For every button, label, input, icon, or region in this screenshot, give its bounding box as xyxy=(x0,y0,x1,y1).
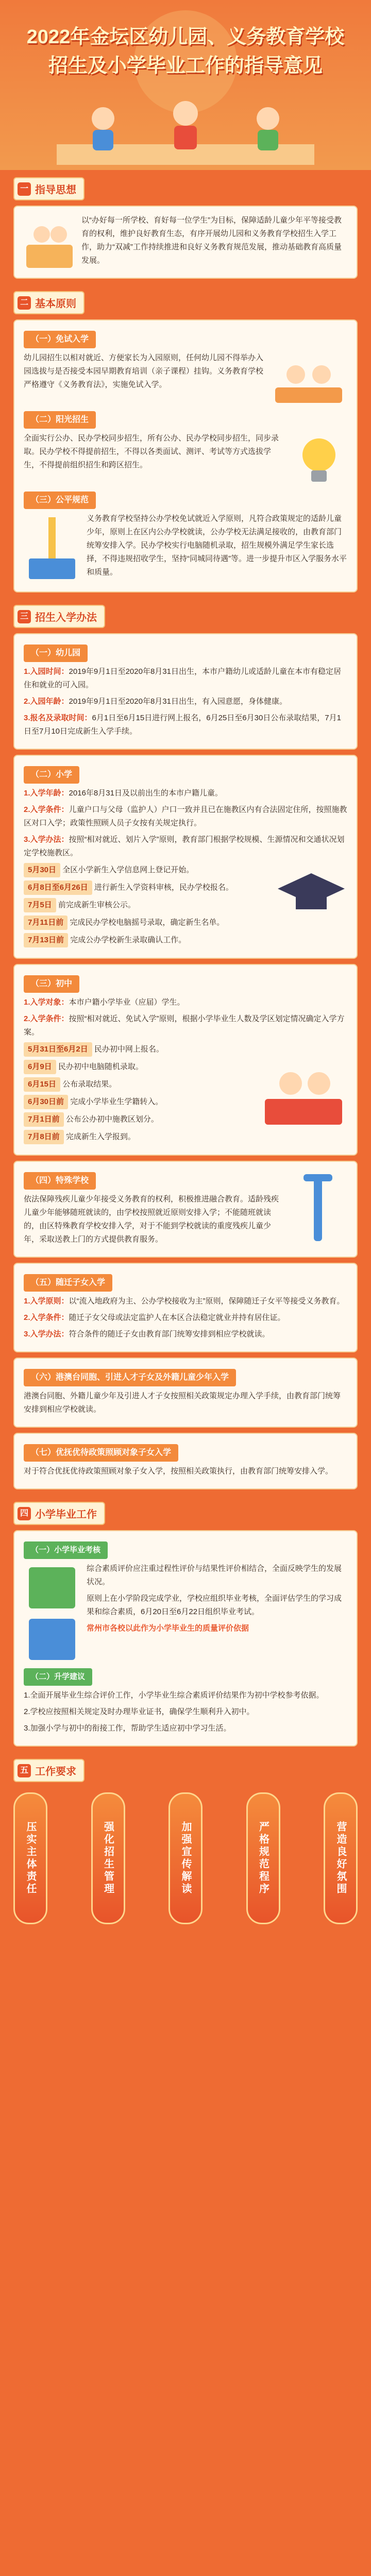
kids-studying-icon xyxy=(260,1042,347,1130)
ps-date-1: 5月30日 全区小学新生入学信息网上登记开始。 xyxy=(24,863,269,877)
migrant-children-card xyxy=(13,1263,358,1352)
graduation-card xyxy=(13,1530,358,1747)
subheading-kindergarten: （一）幼儿园 xyxy=(24,645,88,662)
page-title-line1: 2022年金坛区幼儿园、义务教育学校 xyxy=(26,26,345,48)
requirement-item: 营造良好氛围 xyxy=(324,1792,358,1924)
ms-line-1: 1.入学对象：本市户籍小学毕业（应届）学生。 xyxy=(24,998,185,1007)
guiding-card xyxy=(13,206,358,279)
subheading-fair: （三）公平规范 xyxy=(24,492,96,509)
section-header xyxy=(13,1502,105,1525)
section-guiding-ideology xyxy=(13,170,358,279)
subheading-middle: （三）初中 xyxy=(24,975,79,993)
ms-date-3: 6月15日 公布录取结果。 xyxy=(24,1077,254,1092)
section-basic-principles xyxy=(13,284,358,592)
section-number: 五 xyxy=(18,1764,31,1777)
primary-school-card xyxy=(13,755,358,959)
section-graduation xyxy=(13,1495,358,1747)
section-header xyxy=(13,291,85,314)
talent-text: 港澳台同胞、外籍儿童少年及引进人才子女按照相关政策规定办理入学手续，由教育部门统筹安排到相应学校就读。 xyxy=(24,1392,341,1414)
ps-date-3: 7月5日 前完成新生审核公示。 xyxy=(24,898,269,912)
principle-text-1: 幼儿园招生以相对就近、方便家长为入园原则，任何幼儿园不得举办入园选拔与是否接受本园早期教育培训（亲子课程）挂钩。义务教育学校严格遵守《义务教育法》，实施免试入学。 xyxy=(24,353,264,389)
kg-line-2: 2.入园年龄：2019年9月1日至2020年8月31日出生，有入园意愿，身体健康。 xyxy=(24,697,287,706)
section-title: 招生入学办法 xyxy=(35,612,97,623)
ms-date-6: 7月8日前 完成新生入学报到。 xyxy=(24,1130,254,1144)
principle-text-3: 义务教育学校坚持公办学校免试就近入学原则，凡符合政策规定的适龄儿童少年，原则上在区内公办学校就读，公办学校无法满足接收的，由教育部门统筹安排入学。民办学校实行电脑随机录取，招生规模外满足学生家长选择，不得违规招收学生，坚持“同城同待遇”等。进一步提升市区入学服务水平和质量。 xyxy=(87,514,347,577)
requirement-item: 严格规范程序 xyxy=(246,1792,280,1924)
requirement-item: 加强宣传解读 xyxy=(168,1792,203,1924)
requirements-list xyxy=(13,1792,358,1924)
section-number: 三 xyxy=(18,610,31,623)
section-header xyxy=(13,605,105,628)
section-title: 基本原则 xyxy=(35,298,76,310)
ps-date-4: 7月11日前 完成民办学校电脑摇号录取，确定新生名单。 xyxy=(24,916,269,930)
talent-children-card xyxy=(13,1358,358,1428)
guiding-text: 以“办好每一所学校、育好每一位学生”为目标，保障适龄儿童少年平等接受教育的权利，维护良好教育生态，有序开展幼儿园和义务教育学校招生入学工作，助力“双减”工作持续推进和良好义务教育规范发展，推动基础教育高质量发展。 xyxy=(81,216,342,265)
subheading-sunshine: （二）阳光招生 xyxy=(24,411,96,429)
principles-card xyxy=(13,319,358,592)
ms-date-5: 7月1日前 公布公办初中施教区划分。 xyxy=(24,1112,254,1127)
mg-line-3: 3.入学办法：符合条件的随迁子女由教育部门统筹安排到相应学校就读。 xyxy=(24,1330,270,1338)
subheading-assessment: （一）小学毕业考核 xyxy=(24,1541,108,1559)
exam-paper-icon xyxy=(24,1562,80,1665)
preferential-card xyxy=(13,1433,358,1489)
assessment-note: 常州市各校以此作为小学毕业生的质量评价依据 xyxy=(87,1624,249,1633)
ps-line-1: 1.入学年龄：2016年8月31日及以前出生的本市户籍儿童。 xyxy=(24,789,223,798)
ms-line-2: 2.入学条件：按照“相对就近、免试入学”原则，根据小学毕业生人数及学区划定情况确定入学方案。 xyxy=(24,1014,345,1037)
kids-reading-icon xyxy=(270,351,347,408)
subheading-special: （四）特殊学校 xyxy=(24,1172,96,1190)
subheading-primary: （二）小学 xyxy=(24,766,79,784)
lightbulb-icon xyxy=(291,432,347,488)
assessment-text-1: 综合素质评价应注重过程性评价与结果性评价相结合，全面反映学生的发展状况。 xyxy=(87,1564,342,1586)
ps-line-3: 3.入学办法：按照“相对就近、划片入学”原则，教育部门根据学校规模、生源情况和交通状况划定学校施教区。 xyxy=(24,835,345,857)
mg-line-2: 2.入学条件：随迁子女父母或法定监护人在本区合法稳定就业并持有居住证。 xyxy=(24,1313,285,1322)
subheading-migrant: （五）随迁子女入学 xyxy=(24,1274,112,1292)
section-work-requirements xyxy=(13,1752,358,1924)
ms-date-4: 6月30日前 完成小学毕业生学籍转入。 xyxy=(24,1095,254,1109)
ps-line-2: 2.入学条件：儿童户口与父母（监护人）户口一致并且已在施教区内有合法固定住所，按照施教区对口入学；政策性照顾人员子女按有关规定执行。 xyxy=(24,805,347,827)
section-header xyxy=(13,177,85,200)
kindergarten-card xyxy=(13,633,358,750)
mg-line-1: 1.入学原则：以“流入地政府为主、公办学校接收为主”原则，保障随迁子女平等接受义务教育。 xyxy=(24,1297,345,1306)
ps-date-5: 7月13日前 完成公办学校新生录取确认工作。 xyxy=(24,933,269,947)
kg-line-3: 3.报名及录取时间：6月1日至6月15日进行网上报名，6月25日至6月30日公布录取结果，7月1日至7月10日完成新生入学手续。 xyxy=(24,714,341,736)
graduation-cap-icon xyxy=(275,863,347,940)
advice-text-1: 1.全面开展毕业生综合评价工作，小学毕业生综合素质评价结果作为初中学校参考依据。 xyxy=(24,1691,324,1700)
preferential-text: 对于符合优抚优待政策照顾对象子女入学，按照相关政策执行，由教育部门统筹安排入学。 xyxy=(24,1467,333,1476)
subheading-exam-free: （一）免试入学 xyxy=(24,331,96,348)
section-number: 一 xyxy=(18,182,31,196)
principle-text-2: 全面实行公办、民办学校同步招生，所有公办、民办学校同步招生，同步录取。民办学校不得提前招生，不得以各类面试、测评、考试等方式选拔学生，不得提前组织招生和跨区招生。 xyxy=(24,434,279,469)
hero-banner xyxy=(0,0,371,170)
requirement-item: 强化招生管理 xyxy=(91,1792,125,1924)
advice-text-2: 2.学校应按照相关规定及时办理毕业证书，确保学生顺利升入初中。 xyxy=(24,1707,255,1716)
ms-date-1: 5月31日至6月2日 民办初中网上报名。 xyxy=(24,1042,254,1057)
section-number: 四 xyxy=(18,1507,31,1520)
section-title: 小学毕业工作 xyxy=(35,1509,97,1520)
ms-date-2: 6月9日 民办初中电脑随机录取。 xyxy=(24,1060,254,1074)
subheading-advice: （二）升学建议 xyxy=(24,1668,92,1686)
section-title: 工作要求 xyxy=(35,1766,76,1777)
classroom-kids-icon xyxy=(24,214,75,270)
special-school-card xyxy=(13,1161,358,1258)
ps-date-2: 6月8日至6月26日 进行新生入学资料审核，民办学校报名。 xyxy=(24,880,269,895)
middle-school-card xyxy=(13,964,358,1156)
section-header xyxy=(13,1759,85,1782)
requirement-item: 压实主体责任 xyxy=(13,1792,47,1924)
special-text: 依法保障残疾儿童少年接受义务教育的权利，积极推进融合教育。适龄残疾儿童少年能够随班就读的，由学校按照就近原则安排入学；不能随班就读的，由区特殊教育学校安排入学，对于不能到学校就读的重度残疾儿童少年，采取送教上门的方式提供教育服务。 xyxy=(24,1195,279,1244)
assessment-text-2: 原则上在小学阶段完成学业，学校应组织毕业考核，全面评估学生的学习成果和综合素质，6月20日至6月22日组织毕业考试。 xyxy=(87,1594,342,1616)
section-admission-methods xyxy=(13,598,358,1489)
pencil-books-icon xyxy=(24,512,80,584)
advice-text-3: 3.加强小学与初中的衔接工作，帮助学生适应初中学习生活。 xyxy=(24,1724,231,1733)
section-number: 二 xyxy=(18,296,31,310)
children-illustration xyxy=(57,88,314,165)
page-title-line2: 招生及小学毕业工作的指导意见 xyxy=(48,55,323,77)
crutch-icon xyxy=(291,1169,347,1246)
section-title: 指导思想 xyxy=(35,184,76,196)
subheading-preferential: （七）优抚优待政策照顾对象子女入学 xyxy=(24,1444,178,1462)
subheading-talent: （六）港澳台同胞、引进人才子女及外籍儿童少年入学 xyxy=(24,1369,236,1386)
kg-line-1: 1.入园时间：2019年9月1日至2020年8月31日出生，本市户籍幼儿或适龄儿童在本市有稳定居住和就业的可入园。 xyxy=(24,667,341,689)
